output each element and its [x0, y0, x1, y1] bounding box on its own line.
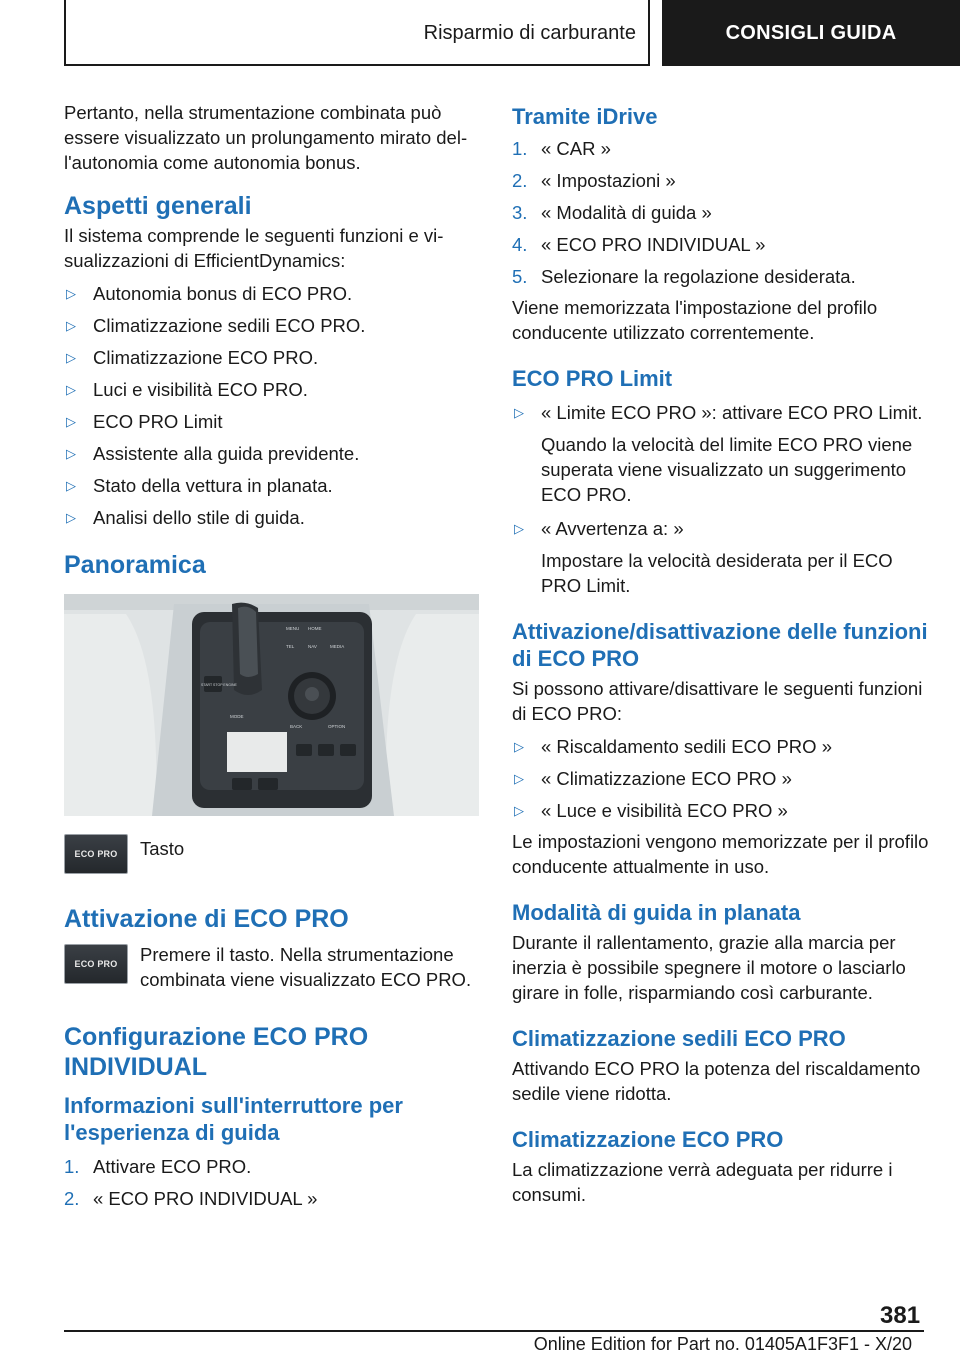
photo-label-nav: NAV: [308, 644, 317, 649]
list-item: ▷ Luci e visibilità ECO PRO.: [66, 379, 308, 400]
list-item: ▷ « Riscaldamento sedili ECO PRO »: [514, 736, 832, 757]
list-item: ▷ Climatizzazione sedili ECO PRO.: [66, 315, 366, 336]
key-caption: Tasto: [140, 838, 185, 859]
left-column: [64, 100, 484, 1211]
list-item: ▷ Analisi dello stile di guida.: [66, 507, 305, 528]
list-item: 3. « Modalità di guida »: [512, 202, 712, 223]
list-item: ▷ « Luce e visibilità ECO PRO »: [514, 800, 788, 821]
heading-attivazione: Attivazione di ECO PRO: [64, 905, 349, 933]
heading-planata: Modalità di guida in planata: [512, 900, 801, 925]
activation-row: [64, 944, 484, 992]
list-item: ▷ « Avvertenza a: » Impostare la velocità desiderata per il ECO PRO Limit.: [514, 518, 893, 596]
footer-edition: Online Edition for Part no. 01405A1F3F1 - X/20: [533, 1334, 912, 1354]
eco-pro-key-icon: ECO PRO: [64, 944, 128, 984]
heading-clima: Climatizzazione ECO PRO: [512, 1127, 784, 1152]
photo-label-start: START STOP ENGINE: [201, 683, 237, 687]
header-section-title: Risparmio di carburante: [423, 21, 636, 44]
aspetti-list: [64, 281, 484, 530]
list-item: ▷ Autonomia bonus di ECO PRO.: [66, 283, 353, 304]
triangle-bullet-icon: ▷: [66, 414, 76, 429]
triangle-bullet-icon: ▷: [66, 478, 76, 493]
list-item: 1. Attivare ECO PRO.: [64, 1156, 252, 1177]
triangle-bullet-icon: ▷: [66, 350, 76, 365]
heading-idrive: Tramite iDrive: [512, 104, 658, 129]
heading-configurazione: Configurazione ECO PRO INDIVIDUAL: [64, 1023, 369, 1081]
triangle-bullet-icon: ▷: [514, 521, 524, 536]
photo-label-menu: MENU: [286, 626, 300, 631]
heading-panoramica: Panoramica: [64, 551, 206, 579]
center-console-photo: [64, 594, 479, 816]
list-item: ▷ Climatizzazione ECO PRO.: [66, 347, 319, 368]
heading-clima-sedili: Climatizzazione sedili ECO PRO: [512, 1026, 846, 1051]
triangle-bullet-icon: ▷: [66, 318, 76, 333]
photo-label-back: BACK: [290, 724, 303, 729]
page-number: 381: [880, 1302, 921, 1329]
triangle-bullet-icon: ▷: [66, 510, 76, 525]
triangle-bullet-icon: ▷: [66, 446, 76, 461]
key-caption-row: [64, 834, 484, 874]
idrive-note: Viene memorizzata l'impostazione del profilo conducente utilizzato correntemente.: [512, 297, 878, 343]
photo-label-tel: TEL: [286, 644, 295, 649]
list-item: 4. « ECO PRO INDIVIDUAL »: [512, 234, 766, 255]
eco-pro-key-icon: ECO PRO: [64, 834, 128, 874]
intro-paragraph: Pertanto, nella strumentazione combinata può essere visualizzato un prolungamento mirato dell'autonomia come autonomia bonus.: [64, 102, 468, 173]
list-item: 2. « ECO PRO INDIVIDUAL »: [64, 1188, 318, 1209]
heading-attivazione-disattivazione: Attivazione/disattivazione delle funzioni di ECO PRO: [512, 619, 928, 671]
attdis-note: Le impostazioni vengono memorizzate per il profilo conducente attualmente in uso.: [512, 831, 929, 877]
clima-paragraph: La climatizzazione verrà adeguata per ridurre i consumi.: [512, 1159, 893, 1205]
triangle-bullet-icon: ▷: [66, 382, 76, 397]
list-item: ▷ ECO PRO Limit: [66, 411, 223, 432]
config-steps: [64, 1154, 484, 1211]
photo-label-home: HOME: [308, 626, 322, 631]
heading-aspetti-generali: Aspetti generali: [64, 192, 252, 220]
list-item: ▷ Assistente alla guida previdente.: [66, 443, 360, 464]
list-item: ▷ Stato della vettura in planata.: [66, 475, 333, 496]
planata-paragraph: Durante il rallentamento, grazie alla marcia per inerzia è possibile spegnere il motore o lasciarlo girare in folle, risparmiando così carburante.: [512, 932, 906, 1003]
photo-label-mode: MODE: [230, 714, 244, 719]
photo-label-media: MEDIA: [330, 644, 345, 649]
attivazione-paragraph: Premere il tasto. Nella strumentazione combinata viene visualizzato ECO PRO.: [140, 944, 472, 990]
photo-label-option: OPTION: [328, 724, 346, 729]
triangle-bullet-icon: ▷: [514, 405, 524, 420]
footer-divider: [64, 1330, 924, 1332]
triangle-bullet-icon: ▷: [514, 739, 524, 754]
triangle-bullet-icon: ▷: [66, 286, 76, 301]
heading-interruttore: Informazioni sull'interruttore per l'esperienza di guida: [64, 1093, 403, 1145]
list-item: 2. « Impostazioni »: [512, 170, 676, 191]
sedili-paragraph: Attivando ECO PRO la potenza del riscaldamento sedile viene ridotta.: [512, 1058, 921, 1104]
attdis-paragraph: Si possono attivare/disattivare le seguenti funzioni di ECO PRO:: [512, 678, 923, 724]
idrive-steps: [512, 136, 932, 289]
aspetti-paragraph: Il sistema comprende le seguenti funzioni e visualizzazioni di EfficientDynamics:: [64, 225, 444, 271]
list-item: ▷ « Limite ECO PRO »: attivare ECO PRO Limit. Quando la velocità del limite ECO PRO viene superata viene visualizzato un suggerimento ECO PRO.: [514, 402, 923, 505]
list-item: 1. « CAR »: [512, 138, 611, 159]
right-column: [512, 100, 932, 1207]
attdis-list: [512, 734, 932, 823]
limit-list: [512, 400, 932, 598]
triangle-bullet-icon: ▷: [514, 771, 524, 786]
triangle-bullet-icon: ▷: [514, 803, 524, 818]
header-chapter-title: CONSIGLI GUIDA: [662, 0, 960, 66]
heading-eco-pro-limit: ECO PRO Limit: [512, 366, 673, 391]
list-item: 5. Selezionare la regolazione desiderata.: [512, 266, 856, 287]
list-item: ▷ « Climatizzazione ECO PRO »: [514, 768, 792, 789]
